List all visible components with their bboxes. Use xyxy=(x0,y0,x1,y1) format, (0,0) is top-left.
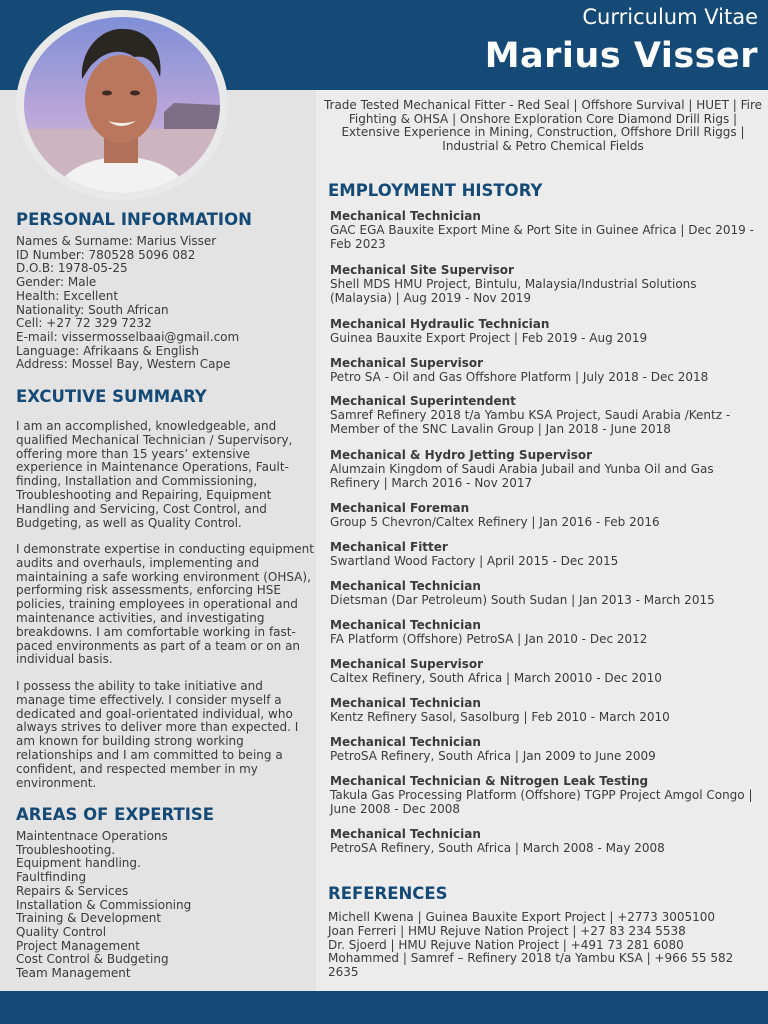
job-entry xyxy=(330,736,760,764)
job-entry xyxy=(330,502,760,530)
job-title: Mechanical Technician xyxy=(330,696,481,710)
job-title: Mechanical Site Supervisor xyxy=(330,263,514,277)
reference-line: Mohammed | Samref – Refinery 2018 t/a Yambu KSA | +966 55 582 2635 xyxy=(328,951,734,980)
expertise-item: Installation & Commissioning xyxy=(16,897,192,912)
expertise-item: Team Management xyxy=(16,966,131,981)
job-detail: Alumzain Kingdom of Saudi Arabia Jubail and Yunba Oil and Gas Refinery | March 2016 - Nov 2017 xyxy=(330,461,714,490)
document-label: Curriculum Vitae xyxy=(582,5,758,29)
personal-address: Address: Mossel Bay, Western Cape xyxy=(16,357,231,372)
job-title: Mechanical Supervisor xyxy=(330,657,484,671)
job-title: Mechanical Technician xyxy=(330,735,481,749)
job-detail: Caltex Refinery, South Africa | March 20010 - Dec 2010 xyxy=(330,670,662,685)
personal-language: Language: Afrikaans & English xyxy=(16,343,199,358)
job-title: Mechanical Fitter xyxy=(330,540,448,554)
job-title: Mechanical Technician xyxy=(330,209,481,223)
job-detail: Group 5 Chevron/Caltex Refinery | Jan 2016 - Feb 2016 xyxy=(330,514,660,529)
expertise-item: Equipment handling. xyxy=(16,856,141,871)
job-entry xyxy=(330,580,760,608)
job-entry xyxy=(330,210,760,251)
job-detail: Shell MDS HMU Project, Bintulu, Malaysia/Industrial Solutions (Malaysia) | Aug 2019 - Nov 2019 xyxy=(330,276,697,305)
job-entry xyxy=(330,357,760,385)
expertise-list xyxy=(16,830,191,981)
job-title: Mechanical Technician xyxy=(330,827,481,841)
references-heading: REFERENCES xyxy=(328,884,448,903)
personal-info-block xyxy=(16,235,239,372)
job-detail: PetroSA Refinery, South Africa | Jan 2009 to June 2009 xyxy=(330,748,656,763)
expertise-item: Training & Development xyxy=(16,911,162,926)
expertise-item: Faultfinding xyxy=(16,870,87,885)
job-detail: Takula Gas Processing Platform (Offshore) TGPP Project Amgol Congo | June 2008 - Dec 2008 xyxy=(330,787,753,816)
job-title: Mechanical Technician & Nitrogen Leak Testing xyxy=(330,774,649,788)
job-detail: Swartland Wood Factory | April 2015 - Dec 2015 xyxy=(330,553,619,568)
summary-paragraph-1: I am an accomplished, knowledgeable, and qualified Mechanical Technician / Supervisory, offering more than 15 years’ extensive experience in Maintenance Operations, Fault-finding, Installation and Commissioning, Troubleshooting and Repairing, Equipment Handling and Servicing, Cost Control, and Budgeting, as well as Quality Control. xyxy=(16,419,293,530)
job-entry xyxy=(330,619,760,647)
job-detail: GAC EGA Bauxite Export Mine & Port Site in Guinee Africa | Dec 2019 - Feb 2023 xyxy=(330,222,754,251)
job-title: Mechanical Technician xyxy=(330,579,481,593)
job-detail: Kentz Refinery Sasol, Sasolburg | Feb 2010 - March 2010 xyxy=(330,709,670,724)
personal-dob: D.O.B: 1978-05-25 xyxy=(16,261,128,276)
expertise-item: Project Management xyxy=(16,938,140,953)
expertise-item: Troubleshooting. xyxy=(16,842,116,857)
job-title: Mechanical Hydraulic Technician xyxy=(330,317,550,331)
summary-paragraph-2: I demonstrate expertise in conducting equipment audits and overhauls, implementing and maintaining a safe working environment (OHSA), performing risk assessments, enforcing HSE policies, training employees in operational and maintenance activities, and investigating breakdowns. I am comfortable working in fast-paced environments as part of a team or on an individual basis. xyxy=(16,542,314,667)
reference-line: Dr. Sjoerd | HMU Rejuve Nation Project | +491 73 281 6080 xyxy=(328,937,684,952)
expertise-item: Maintentnace Operations xyxy=(16,829,168,843)
job-detail: Petro SA - Oil and Gas Offshore Platform | July 2018 - Dec 2018 xyxy=(330,369,709,384)
job-entry xyxy=(330,318,760,346)
summary-heading: EXCUTIVE SUMMARY xyxy=(16,387,207,406)
job-entry xyxy=(330,775,760,816)
personal-health: Health: Excellent xyxy=(16,288,119,303)
personal-email: E-mail: vissermosselbaai@gmail.com xyxy=(16,329,240,344)
job-title: Mechanical Technician xyxy=(330,618,481,632)
employment-heading: EMPLOYMENT HISTORY xyxy=(328,181,543,200)
expertise-heading: AREAS OF EXPERTISE xyxy=(16,805,215,824)
job-title: Mechanical Superintendent xyxy=(330,394,516,408)
job-entry xyxy=(330,395,760,436)
personal-info-heading: PERSONAL INFORMATION xyxy=(16,210,252,229)
expertise-item: Repairs & Services xyxy=(16,883,129,898)
candidate-name: Marius Visser xyxy=(484,36,758,76)
job-title: Mechanical Foreman xyxy=(330,501,470,515)
job-entry xyxy=(330,697,760,725)
job-entry xyxy=(330,449,760,490)
summary-paragraph-3: I possess the ability to take initiative and manage time effectively. I consider myself a dedicated and goal-orientated individual, who always strives to deliver more than expected. I am known for building strong working relationships and I am committed to being a confident, and respected member in my environment. xyxy=(16,679,299,790)
references-list xyxy=(328,911,758,980)
expertise-item: Quality Control xyxy=(16,924,107,939)
personal-id: ID Number: 780528 5096 082 xyxy=(16,247,196,262)
job-entry xyxy=(330,541,760,569)
job-title: Mechanical Supervisor xyxy=(330,356,484,370)
personal-nationality: Nationality: South African xyxy=(16,302,169,317)
job-entry xyxy=(330,828,760,856)
personal-gender: Gender: Male xyxy=(16,275,97,290)
job-detail: Guinea Bauxite Export Project | Feb 2019 - Aug 2019 xyxy=(330,330,648,345)
personal-cell: Cell: +27 72 329 7232 xyxy=(16,316,152,331)
personal-name: Names & Surname: Marius Visser xyxy=(16,234,217,248)
footer-bar xyxy=(0,991,768,1024)
reference-line: Michell Kwena | Guinea Bauxite Export Project | +2773 3005100 xyxy=(328,910,716,924)
expertise-item: Cost Control & Budgeting xyxy=(16,952,169,967)
reference-line: Joan Ferreri | HMU Rejuve Nation Project | +27 83 234 5538 xyxy=(328,923,686,938)
job-detail: Samref Refinery 2018 t/a Yambu KSA Project, Saudi Arabia /Kentz - Member of the SNC Lavalin Group | Jan 2018 - June 2018 xyxy=(330,407,731,436)
profile-photo xyxy=(24,17,220,193)
professional-tagline: Trade Tested Mechanical Fitter - Red Seal | Offshore Survival | HUET | Fire Fighting & OHSA | Onshore Exploration Core Diamond Drill Rigs | Extensive Experience in Mining, Construction, Offshore Drill Riggs | Industrial & Petro Chemical Fields xyxy=(323,98,763,154)
job-entry xyxy=(330,658,760,686)
job-entry xyxy=(330,264,760,305)
job-title: Mechanical & Hydro Jetting Supervisor xyxy=(330,448,593,462)
job-detail: Dietsman (Dar Petroleum) South Sudan | Jan 2013 - March 2015 xyxy=(330,592,715,607)
job-detail: FA Platform (Offshore) PetroSA | Jan 2010 - Dec 2012 xyxy=(330,631,648,646)
job-detail: PetroSA Refinery, South Africa | March 2008 - May 2008 xyxy=(330,840,665,855)
